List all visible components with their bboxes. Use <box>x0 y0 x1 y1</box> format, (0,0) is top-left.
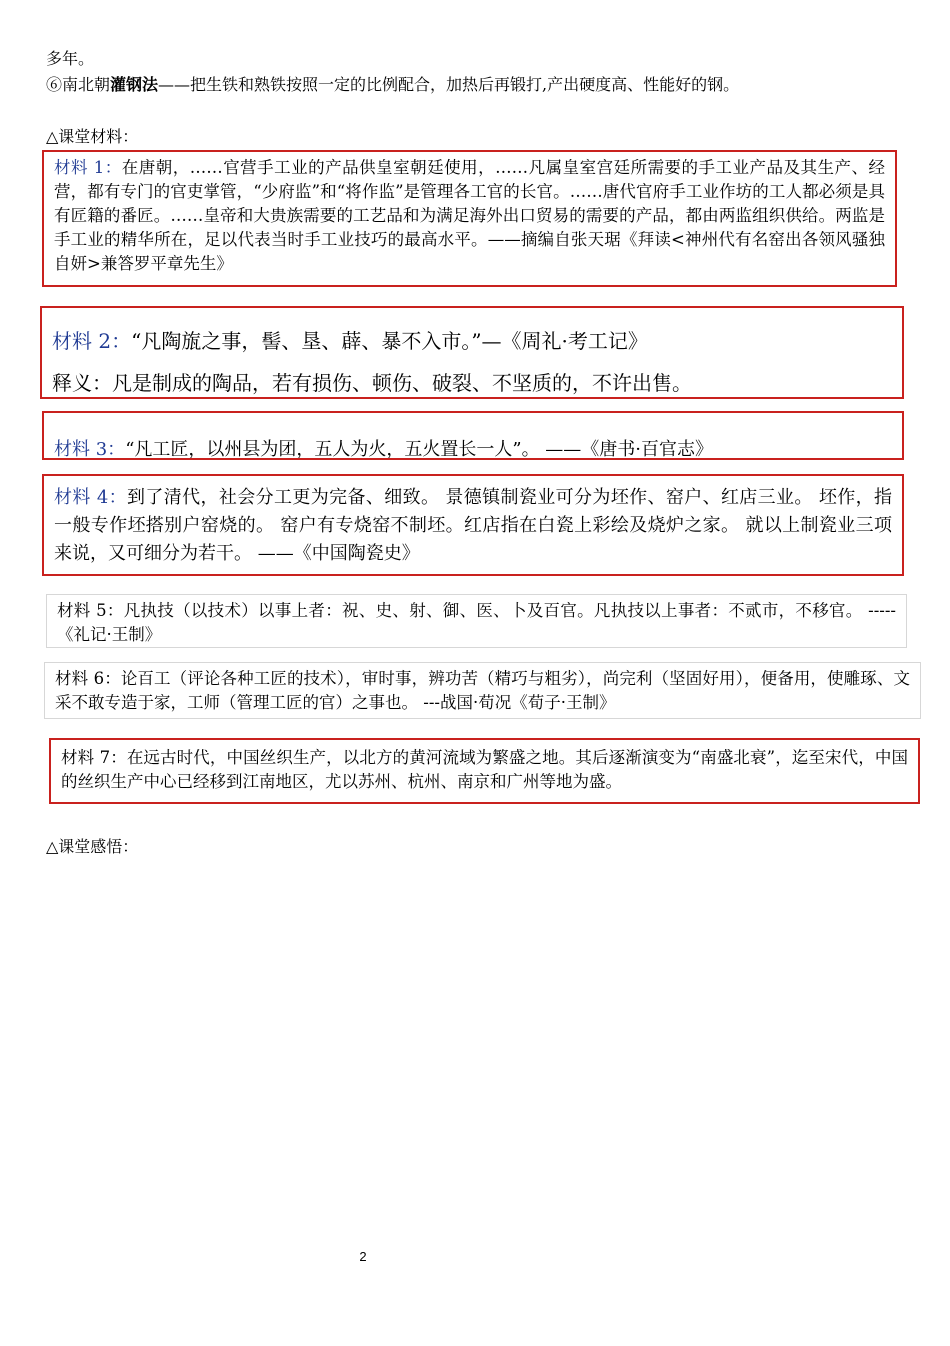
material-6-box <box>44 662 921 719</box>
material-7-text: 在远古时代，中国丝织生产，以北方的黄河流域为繁盛之地。其后逐渐演变为“南盛北衰”，迄至宋代，中国的丝织生产中心已经移到江南地区，尤以苏州、杭州、南京和广州等地为盛。 <box>61 748 908 791</box>
material-3-text: “凡工匠，以州县为团，五人为火，五火置长一人”。 ——《唐书·百官志》 <box>125 439 714 460</box>
material-3-label: 材料 3： <box>54 439 126 460</box>
material-4-box <box>42 474 904 576</box>
material-5-box <box>46 594 907 648</box>
material-2-quote <box>52 326 892 356</box>
section-heading-reflection: △课堂感悟： <box>46 837 139 856</box>
material-5-label: 材料 5： <box>57 601 124 620</box>
material-7-label: 材料 7： <box>61 748 127 767</box>
material-4-text: 到了清代，社会分工更为完备、细致。 景德镇制瓷业可分为坯作、窑户、红店三业。 坯作，指一般专作坯搭别户窑烧的。 窑户有专烧窑不制坯。红店指在白瓷上彩绘及烧炉之家。 就以上制瓷业三项来说，又可细分为若干。 ——《中国陶瓷史》 <box>54 487 892 564</box>
page-number: 2 <box>359 1249 367 1264</box>
material-1-box <box>42 150 897 287</box>
material-6-text: 论百工（评论各种工匠的技术），审时事，辨功苦（精巧与粗劣），尚完利（坚固好用），便备用，使雕琢、文采不敢专造于家，工师（管理工匠的官）之事也。 ---战国·荀况《荀子·王制》 <box>55 669 910 712</box>
intro-definition: ——把生铁和熟铁按照一定的比例配合，加热后再锻打,产出硬度高、性能好的钢。 <box>158 75 740 94</box>
intro-prefix: ⑥南北朝 <box>46 75 111 94</box>
intro-line-2 <box>46 74 739 96</box>
material-5-text: 凡执技（以技术）以事上者：祝、史、射、御、医、卜及百官。凡执技以上事者：不贰市，不移官。 -----《礼记·王制》 <box>57 601 897 644</box>
material-4-label: 材料 4： <box>54 487 128 508</box>
material-2-note: 释义：凡是制成的陶品，若有损伤、顿伤、破裂、不坚质的，不许出售。 <box>52 371 692 395</box>
material-2-text: “凡陶旊之事，髻、垦、薜、暴不入市。”—《周礼·考工记》 <box>131 329 648 353</box>
material-1-text: 在唐朝，……官营手工业的产品供皇室朝廷使用，……凡属皇室宫廷所需要的手工业产品及其生产、经营，都有专门的官吏掌管，“少府监”和“将作监”是管理各工官的长官。……唐代官府手工业作坊的工人都必须是具有匠籍的番匠。……皇帝和大贵族需要的工艺品和为满足海外出口贸易的需要的产品，都由两监组织供给。两监是手工业的精华所在，足以代表当时手工业技巧的最高水平。——摘编自张天琚《拜读<神州代有名窑出各领风骚独自妍>兼答罗平章先生》 <box>54 158 885 273</box>
material-3-box <box>42 411 904 460</box>
material-1-label: 材料 1： <box>54 158 122 177</box>
intro-line-1: 多年。 <box>46 49 95 68</box>
material-2-box <box>40 306 904 399</box>
section-heading-materials: △课堂材料： <box>46 127 139 146</box>
material-7-box <box>49 738 920 804</box>
intro-term: 灌钢法 <box>110 75 159 94</box>
material-6-label: 材料 6： <box>55 669 121 688</box>
material-2-label: 材料 2： <box>52 329 132 353</box>
